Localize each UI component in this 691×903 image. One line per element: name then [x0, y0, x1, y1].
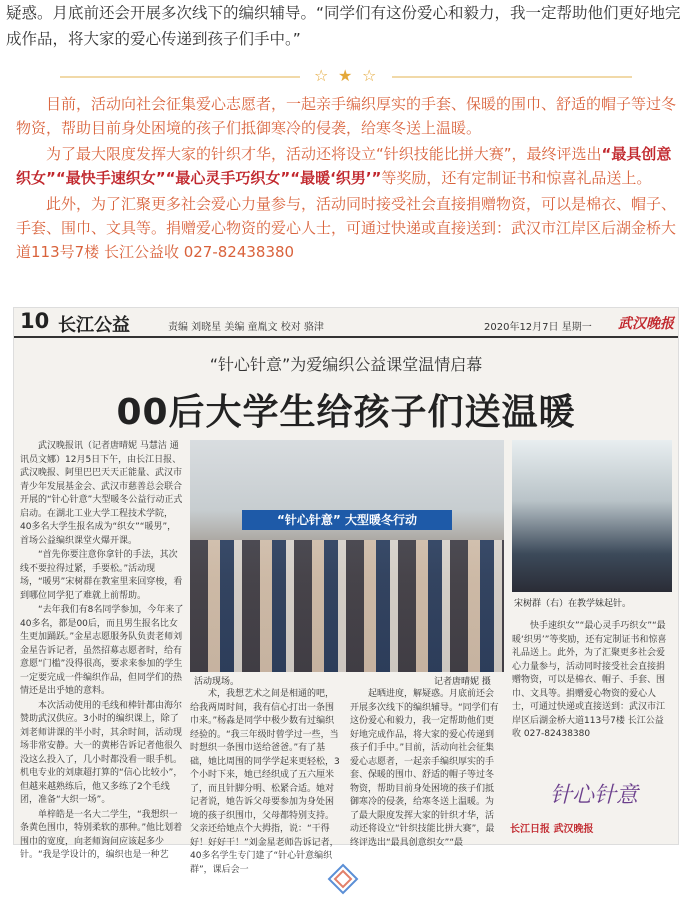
newspaper-column-4 [512, 620, 672, 770]
column-paragraph: 单梓皓是一名大二学生，“我想织一条黄色围巾，特别柔软的那种。”他比划着围巾的宽度，向老师询问应该起多少针。“我是学设计的，编织也是一种艺 [20, 809, 183, 860]
column-paragraph: 本次活动使用的毛线和棒针都由海尔赞助武汉供应。3小时的编织课上，除了刘老师讲课的半小时，其余时间，活动现场非常安静。大一的黄彬告诉记者他很久没这么投入了，几小时都没看一眼手机。机电专业的刘康超打算的“信心比较小”，但越来越熟练后，他又多练了2个毛线团，准备“大织一场”。 [20, 700, 183, 805]
masthead-rule [14, 336, 678, 338]
newspaper-column-1 [20, 440, 184, 860]
photo-banner: “针心针意” 大型暖冬行动 [242, 510, 452, 530]
newspaper-logo: 武汉晚报 [618, 316, 674, 332]
teaching-photo [512, 440, 672, 592]
intro-paragraph: 疑惑。月底前还会开展多次线下的编织辅导。“同学们有这份爱心和毅力，我一定帮助他们更好地完成作品，将大家的爱心传递到孩子们手中。” [6, 4, 681, 48]
students-crowd [190, 540, 504, 672]
column-paragraph: 术，我想艺术之间是相通的吧，给我两周时间，我有信心打出一条围巾来。”杨淼是同学中极少数有过编织经验的。“我三年级时曾学过一些，当时想织一条围巾送给爸爸。”有了基础，她比周围的同学学起来更轻松，3个小时下来，她已经织成了五六厘米了，而且针脚分明、松紧合适。她对记者说，她告诉父母要参加为身处困境的孩子织围巾，父母都特别支持。父亲还给她点个大拇指，说：“干得好！好好干！”刘金星老师告诉记者，40多名学生专门建了“针心针意编织群”，课后会一 [190, 689, 340, 875]
footer-logos: 长江日报 武汉晚报 [510, 824, 594, 835]
column-paragraph: “去年我们有8名同学参加，今年来了40多名，都是00后，而且男生报名比女生更加踊跃。”金星志愿服务队负责老师刘金星告诉记者，虽然招募志愿者时，给有意愿“门槛”没得很高，要求来参加的学生一定要完成一件编织作品，但同学们的热情还是出乎她的意料。 [20, 605, 184, 696]
newspaper-subhead: “针心针意”为爱编织公益课堂温情启幕 [209, 355, 483, 374]
star-icon: ☆ [362, 66, 377, 85]
newspaper-column-2 [190, 688, 342, 875]
campaign-logo: 针心针意 [550, 783, 639, 808]
column-paragraph: 快手速织女”“最心灵手巧织女”“最暖‘织男’”等奖励，还有定制证书和惊喜礼品送上。此外，为了汇聚更多社会爱心力量参与，活动同时接受社会直接捐赠物资，可以是棉衣、帽子、手套、围巾、文具等。捐赠爱心物资的爱心人士，可通过快递或直接送到：武汉市江岸区后湖金桥大道113号7楼 长江公益收 027-82438380 [512, 621, 667, 739]
event-photo [190, 440, 504, 672]
newspaper-headline: 00后大学生给孩子们送温暖 [116, 392, 576, 433]
award-names: “最具创意织女”“最快手速织女”“最心灵手巧织女”“最暖‘织男’” [16, 145, 672, 187]
column-paragraph: “首先你要注意你拿针的手法，其次线不要拉得过紧，手要松。”活动现场，“暖男”宋树群在教室里来回穿梭，看到哪位同学犯了难就上前帮助。 [20, 550, 183, 601]
photo-caption: 活动现场。 [194, 677, 240, 687]
article-paragraph-1: 目前，活动向社会征集爱心志愿者，一起亲手编织厚实的手套、保暖的围巾、舒适的帽子等过冬物资，帮助目前身处困境的孩子们抵御寒冷的侵袭，给寒冬送上温暖。 [16, 95, 677, 137]
newspaper-masthead [14, 308, 678, 338]
newspaper-clipping [14, 308, 678, 875]
star-icon: ★ [338, 66, 353, 85]
section-title: 长江公益 [58, 315, 130, 336]
star-divider [0, 66, 691, 90]
newspaper-column-3 [350, 688, 502, 848]
article-paragraph-2-lead: 为了最大限度发挥大家的针织才华，活动还将设立“针织技能比拼大赛”，最终评选出 [46, 145, 602, 163]
article-paragraph-2 [16, 142, 680, 190]
page-number: 10 [20, 309, 50, 333]
photo-credit: 记者唐晴妮 摄 [434, 677, 491, 687]
decorative-logo-icon [326, 862, 360, 896]
column-paragraph: 武汉晚报讯（记者唐晴妮 马慧洁 通讯员文娜）12月5日下午，由长江日报、武汉晚报、阿里巴巴天天正能量、武汉市青少年发展基金会、武汉市慈善总会联合开展的“针心针意”大型暖冬公益行动正式启动。在湖北工业大学工程技术学院，40多名大学生报名成为“织女”“暖男”，首场公益编织课堂火爆开课。 [20, 441, 183, 546]
staff-credits: 责编 刘晓星 美编 童胤文 校对 骆津 [168, 322, 324, 333]
column-paragraph: 起晒进度，解疑惑。月底前还会开展多次线下的编织辅导。“同学们有这份爱心和毅力，我一定帮助他们更好地完成作品，将大家的爱心传递到孩子们手中。”目前，活动向社会征集爱心志愿者，一起亲手编织厚实的手套、保暖的围巾、舒适的帽子等过冬物资，帮助目前身处困境的孩子们抵御寒冷的侵袭，给寒冬送上温暖。为了最大限度发挥大家的针织才华，活动还将设立“针织技能比拼大赛”，最终评选出“最具创意织女”“最 [350, 689, 499, 848]
star-icon: ☆ [314, 66, 329, 85]
article-paragraph-3: 此外，为了汇聚更多社会爱心力量参与，活动同时接受社会直接捐赠物资，可以是棉衣、帽子、手套、围巾、文具等。捐赠爱心物资的爱心人士，可通过快递或直接送到：武汉市江岸区后湖金桥大道113号7楼 长江公益收 027-82438380 [16, 195, 677, 261]
divider-line-right [392, 76, 632, 78]
divider-line-left [60, 76, 300, 78]
issue-date: 2020年12月7日 星期一 [484, 322, 592, 333]
side-photo-caption: 宋树群（右）在教学妹起针。 [514, 599, 632, 609]
article-paragraph-2-tail: 等奖励，还有定制证书和惊喜礼品送上。 [381, 169, 652, 187]
article-body [16, 92, 680, 266]
